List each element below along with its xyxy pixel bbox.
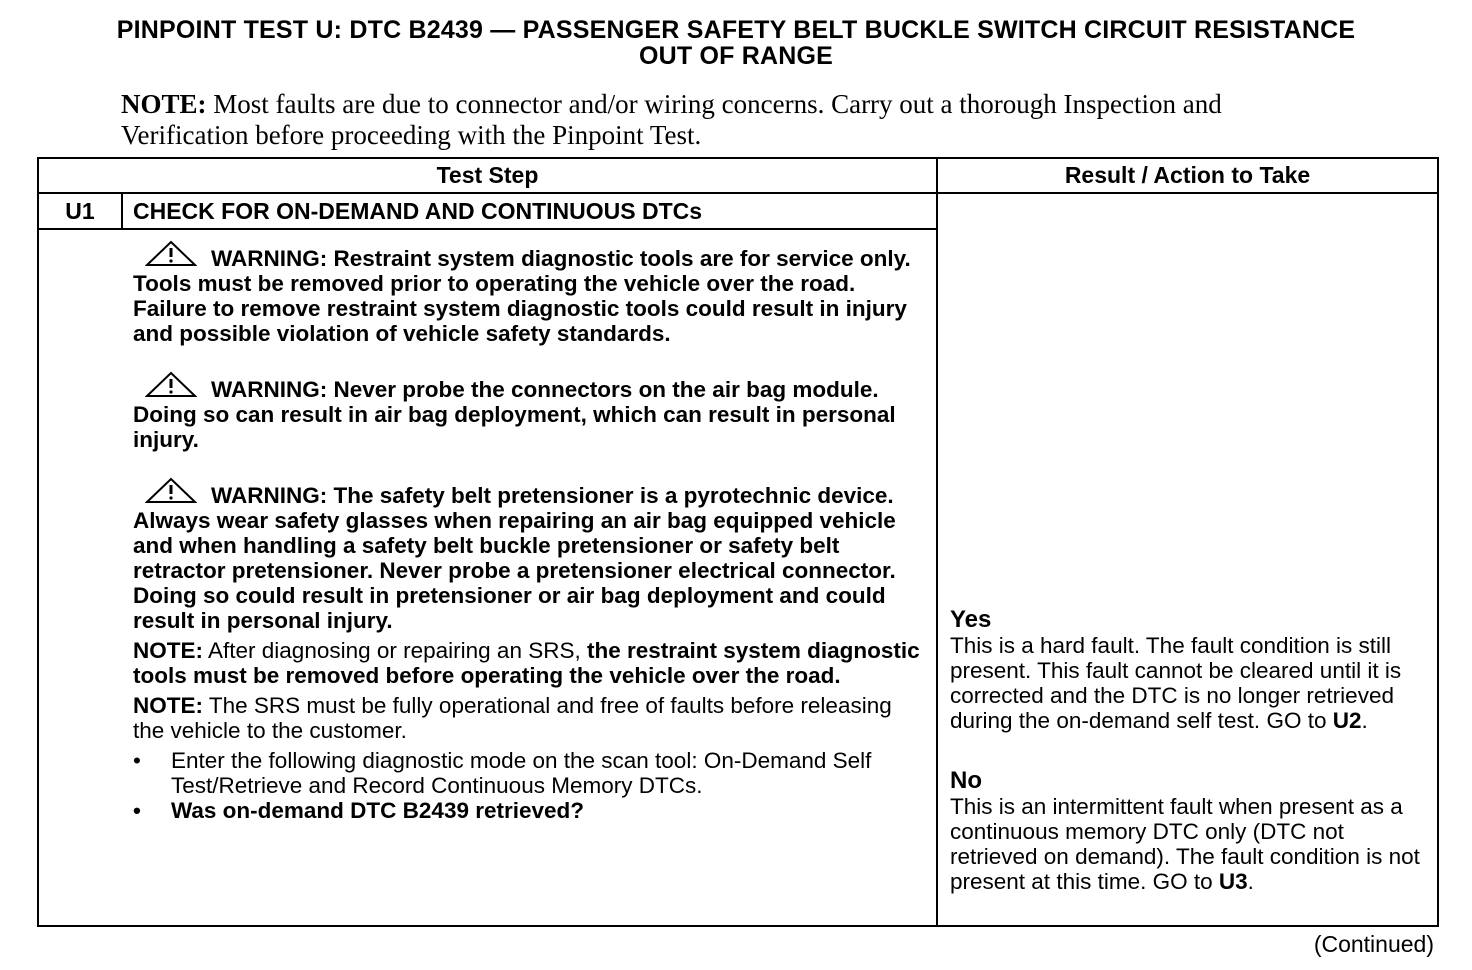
bullet-item-1-text: Enter the following diagnostic mode on the scan tool: On-Demand Self Test/Retrieve and Record Continuous Memory DTCs. [171, 748, 872, 798]
note-1 [133, 638, 923, 688]
header-test-step: Test Step [436, 162, 539, 188]
warning-1-text: WARNING: Restraint system diagnostic tools are for service only. Tools must be removed prior to operating the vehicle over the road. Failure to remove restraint system diagnostic tools could result in injury and possible violation of vehicle safety standards. [133, 246, 911, 346]
note-1-bold-text: the restraint system diagnostic tools must be removed before operating the vehicle over the road. [133, 638, 920, 688]
result-no-label: No [950, 767, 982, 794]
bullet-icon: • [133, 798, 141, 823]
bullet-item-2-text: Was on-demand DTC B2439 retrieved? [171, 798, 585, 823]
step-title-divider [39, 228, 936, 230]
bullet-item-1 [133, 748, 923, 798]
continued-label: (Continued) [1313, 931, 1434, 957]
warning-3-text: WARNING: The safety belt pretensioner is a pyrotechnic device. Always wear safety glasses when repairing an air bag equipped vehicle and when handling a safety belt buckle pretensioner or safety belt retractor pretensioner. Never probe a pretensioner electrical connector. Doing so could result in pretensioner or air bag deployment and could result in personal injury. [133, 483, 896, 633]
result-yes [950, 606, 1434, 733]
column-divider [936, 159, 938, 925]
result-no [950, 767, 1434, 894]
goto-u2-link[interactable]: U2 [1332, 708, 1362, 733]
warning-triangle-icon [145, 240, 197, 268]
intro-note [121, 89, 1321, 151]
step-id: U1 [65, 198, 95, 224]
page-title-line-1: PINPOINT TEST U: DTC B2439 — PASSENGER SAFETY BELT BUCKLE SWITCH CIRCUIT RESISTANCE [116, 16, 1356, 44]
note-2 [133, 693, 923, 743]
step-id-divider [121, 194, 123, 228]
intro-note-text: Most faults are due to connector and/or wiring concerns. Carry out a thorough Inspection and Verification before proceeding with the Pinpoint Test. [121, 89, 1222, 150]
note-1-label: NOTE: [133, 638, 203, 663]
result-yes-description: This is a hard fault. The fault condition is still present. This fault cannot be cleared until it is corrected and the DTC is no longer retrieved during the on-demand self test. GO to [950, 633, 1402, 733]
warning-triangle-icon [145, 477, 197, 505]
intro-note-label: NOTE: [121, 89, 207, 119]
result-yes-label: Yes [950, 606, 992, 633]
page-title [0, 17, 1472, 69]
header-result-action: Result / Action to Take [1064, 162, 1311, 188]
test-step-body [133, 240, 923, 823]
bullet-item-2 [133, 798, 923, 823]
goto-u3-link[interactable]: U3 [1218, 869, 1248, 894]
note-2-label: NOTE: [133, 693, 203, 718]
result-yes-text [950, 633, 1434, 733]
warning-3 [133, 477, 923, 633]
result-yes-end: . [1361, 708, 1368, 733]
result-no-text [950, 794, 1434, 894]
result-no-end: . [1247, 869, 1254, 894]
result-no-description: This is an intermittent fault when present as a continuous memory DTC only (DTC not retrieved on demand). The fault condition is not present at this time. GO to [950, 794, 1420, 894]
warning-1 [133, 240, 923, 346]
note-1-text: After diagnosing or repairing an SRS, [203, 638, 587, 663]
warning-2-text: WARNING: Never probe the connectors on the air bag module. Doing so can result in air bag deployment, which can result in personal injury. [133, 377, 896, 452]
warning-2 [133, 371, 923, 452]
warning-triangle-icon [145, 371, 197, 399]
note-2-text: The SRS must be fully operational and free of faults before releasing the vehicle to the customer. [133, 693, 892, 743]
page-title-line-2: OUT OF RANGE [638, 42, 834, 70]
step-title: CHECK FOR ON-DEMAND AND CONTINUOUS DTCs [133, 198, 703, 224]
bullet-icon: • [133, 748, 141, 773]
